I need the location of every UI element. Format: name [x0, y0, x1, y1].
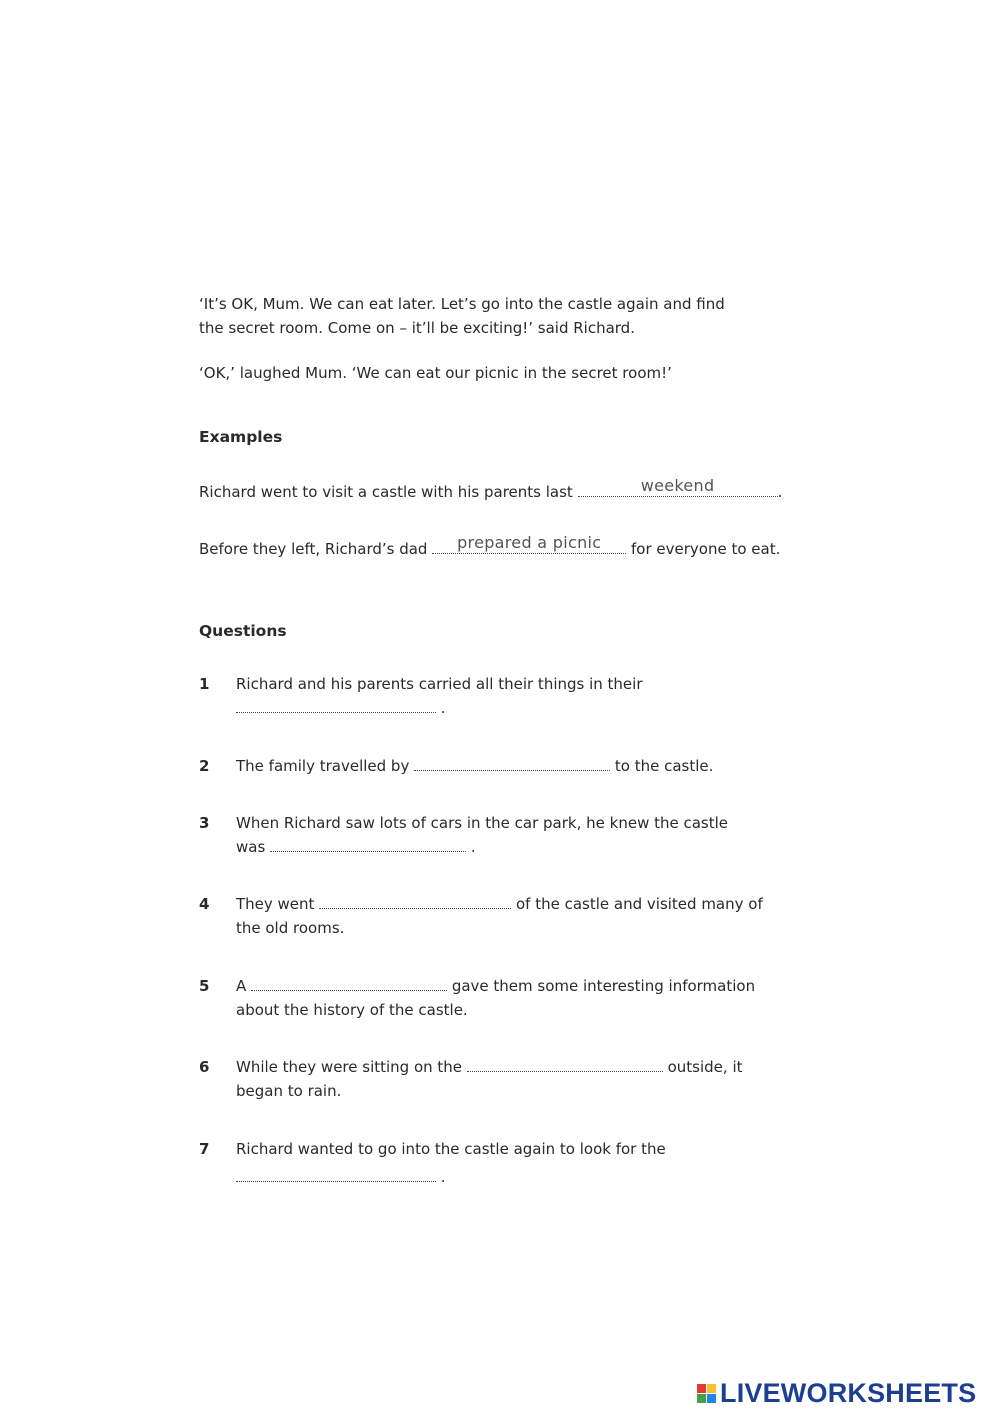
- example-2-text: Before they left, Richard’s dad: [199, 540, 428, 558]
- question-6: [236, 1055, 743, 1103]
- question-6-answer-blank[interactable]: [467, 1057, 663, 1072]
- story-line-1: ‘It’s OK, Mum. We can eat later. Let’s go into the castle again and find: [199, 295, 725, 313]
- question-3-text: When Richard saw lots of cars in the car park, he knew the castle: [236, 814, 729, 832]
- question-7-end: .: [440, 1168, 446, 1186]
- question-3-text-2: was: [236, 838, 266, 856]
- question-5: [236, 974, 755, 1022]
- question-7-answer-blank[interactable]: [236, 1167, 436, 1182]
- example-2-blank: [432, 533, 626, 554]
- story-paragraph-1: [199, 292, 779, 340]
- example-1-blank: [578, 476, 778, 497]
- question-1: [236, 672, 643, 720]
- example-1-text: Richard went to visit a castle with his parents last: [199, 483, 573, 501]
- question-6-text-3: began to rain.: [236, 1082, 342, 1100]
- question-2: [236, 754, 713, 778]
- question-3-number: 3: [199, 814, 210, 832]
- example-1-end: .: [777, 483, 783, 501]
- question-3-end: .: [470, 838, 476, 856]
- story-paragraph-2: ‘OK,’ laughed Mum. ‘We can eat our picnic in the secret room!’: [199, 364, 672, 382]
- question-6-text-2: outside, it: [667, 1058, 743, 1076]
- question-1-answer-blank[interactable]: [236, 698, 436, 713]
- question-4-text: They went: [236, 895, 315, 913]
- question-6-number: 6: [199, 1058, 210, 1076]
- question-7-number: 7: [199, 1140, 210, 1158]
- example-1: [199, 476, 783, 501]
- question-5-text: A: [236, 977, 247, 995]
- question-7: [236, 1137, 666, 1189]
- question-2-text: The family travelled by: [236, 757, 410, 775]
- question-2-number: 2: [199, 757, 210, 775]
- question-5-number: 5: [199, 977, 210, 995]
- liveworksheets-logo: [697, 1376, 976, 1410]
- logo-icon: [697, 1384, 716, 1403]
- logo-text: LIVEWORKSHEETS: [720, 1377, 977, 1408]
- questions-heading: Questions: [199, 622, 287, 640]
- question-7-text: Richard wanted to go into the castle again to look for the: [236, 1140, 666, 1158]
- example-2-answer: prepared a picnic: [457, 533, 602, 552]
- story-line-2: the secret room. Come on – it’ll be exciting!’ said Richard.: [199, 319, 635, 337]
- question-3-answer-blank[interactable]: [270, 837, 466, 852]
- question-4: [236, 892, 763, 940]
- question-1-number: 1: [199, 675, 210, 693]
- question-6-text: While they were sitting on the: [236, 1058, 463, 1076]
- question-3: [236, 811, 728, 859]
- example-1-answer: weekend: [640, 476, 715, 495]
- question-4-text-3: the old rooms.: [236, 919, 345, 937]
- question-2-end: to the castle.: [614, 757, 714, 775]
- question-2-answer-blank[interactable]: [414, 756, 610, 771]
- example-2-end: for everyone to eat.: [631, 540, 781, 558]
- question-5-answer-blank[interactable]: [251, 976, 447, 991]
- examples-heading: Examples: [199, 428, 283, 446]
- question-4-text-2: of the castle and visited many of: [516, 895, 763, 913]
- question-1-text: Richard and his parents carried all their things in their: [236, 675, 643, 693]
- question-5-text-3: about the history of the castle.: [236, 1001, 468, 1019]
- question-1-end: .: [440, 699, 446, 717]
- question-4-number: 4: [199, 895, 210, 913]
- question-4-answer-blank[interactable]: [319, 894, 511, 909]
- question-5-text-2: gave them some interesting information: [451, 977, 756, 995]
- example-2: [199, 533, 781, 558]
